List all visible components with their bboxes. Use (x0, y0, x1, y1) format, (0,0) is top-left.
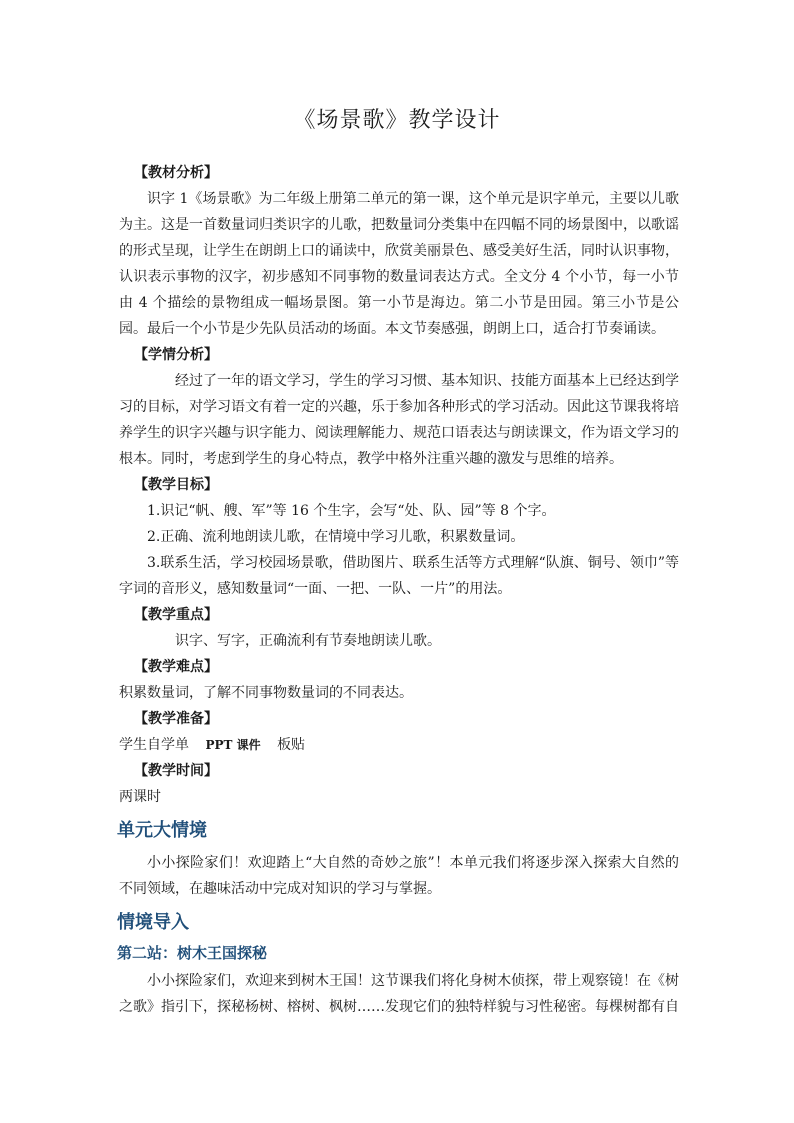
preparation-item-board: 板贴 (277, 737, 306, 753)
preparation-item-ppt: PPT 课件 (205, 738, 261, 752)
preparation-item-worksheet: 学生自学单 (119, 737, 189, 753)
preparation-list (119, 732, 679, 758)
time-heading: 【教学时间】 (134, 763, 218, 779)
objective-item-3: 3.联系生活，学习校园场景歌，借助图片、联系生活等方式理解“队旗、铜号、领巾”等字词的音形义，感知数量词“一面、一把、一队、一片”的用法。 (119, 555, 679, 597)
objectives-heading: 【教学目标】 (134, 477, 218, 493)
station-title: 第二站：树木王国探秘 (117, 944, 268, 962)
objective-item-1: 1.识记“帆、艘、军”等 16 个生字，会写“处、队、园”等 8 个字。 (147, 503, 556, 519)
objective-item-2: 2.正确、流利地朗读儿歌，在情境中学习儿歌，积累数量词。 (147, 529, 525, 545)
textbook-analysis-text: 识字 1《场景歌》为二年级上册第二单元的第一课，这个单元是识字单元，主要以儿歌为主。这是一首数量词归类识字的儿歌，把数量词分类集中在四幅不同的场景图中，以歌谣的形式呈现，让学生在朗朗上口的诵读中，欣赏美丽景色、感受美好生活，同时认识事物，认识表示事物的汉字，初步感知不同事物的数量词表达方式。全文分 4 个小节，每一小节由 4 个描绘的景物组成一幅场景图。第一小节是海边。第二小节是田园。第三小节是公园。最后一个小节是少先队员活动的场面。本文节奏感强，朗朗上口，适合打节奏诵读。 (119, 191, 679, 337)
key-points-heading: 【教学重点】 (134, 607, 218, 623)
textbook-analysis-heading: 【教材分析】 (134, 165, 218, 181)
time-text: 两课时 (119, 789, 161, 805)
intro-heading: 情境导入 (117, 912, 189, 933)
intro-text: 小小探险家们，欢迎来到树木王国！这节课我们将化身树木侦探，带上观察镜！在《树之歌》指引下，探秘杨树、榕树、枫树……发现它们的独特样貌与习性秘密。每棵树都有自 (119, 973, 679, 1015)
document-title: 《场景歌》教学设计 (293, 108, 501, 133)
key-points-text: 识字、写字，正确流利有节奏地朗读儿歌。 (175, 633, 441, 649)
difficulties-heading: 【教学难点】 (134, 659, 218, 675)
learner-analysis-heading: 【学情分析】 (134, 347, 218, 363)
learner-analysis-text: 经过了一年的语文学习，学生的学习习惯、基本知识、技能方面基本上已经达到学习的目标，对学习语文有着一定的兴趣，乐于参加各种形式的学习活动。因此这节课我将培养学生的识字兴趣与识字能力、阅读理解能力、规范口语表达与朗读课文，作为语文学习的根本。同时，考虑到学生的身心特点，教学中格外注重兴趣的激发与思维的培养。 (119, 373, 679, 467)
preparation-heading: 【教学准备】 (134, 711, 218, 727)
document-body (119, 160, 679, 1020)
difficulties-text: 积累数量词，了解不同事物数量词的不同表达。 (119, 685, 413, 701)
unit-context-heading: 单元大情境 (117, 820, 207, 841)
unit-context-text: 小小探险家们！欢迎踏上“大自然的奇妙之旅”！本单元我们将逐步深入探索大自然的不同领域，在趣味活动中完成对知识的学习与掌握。 (119, 855, 679, 897)
